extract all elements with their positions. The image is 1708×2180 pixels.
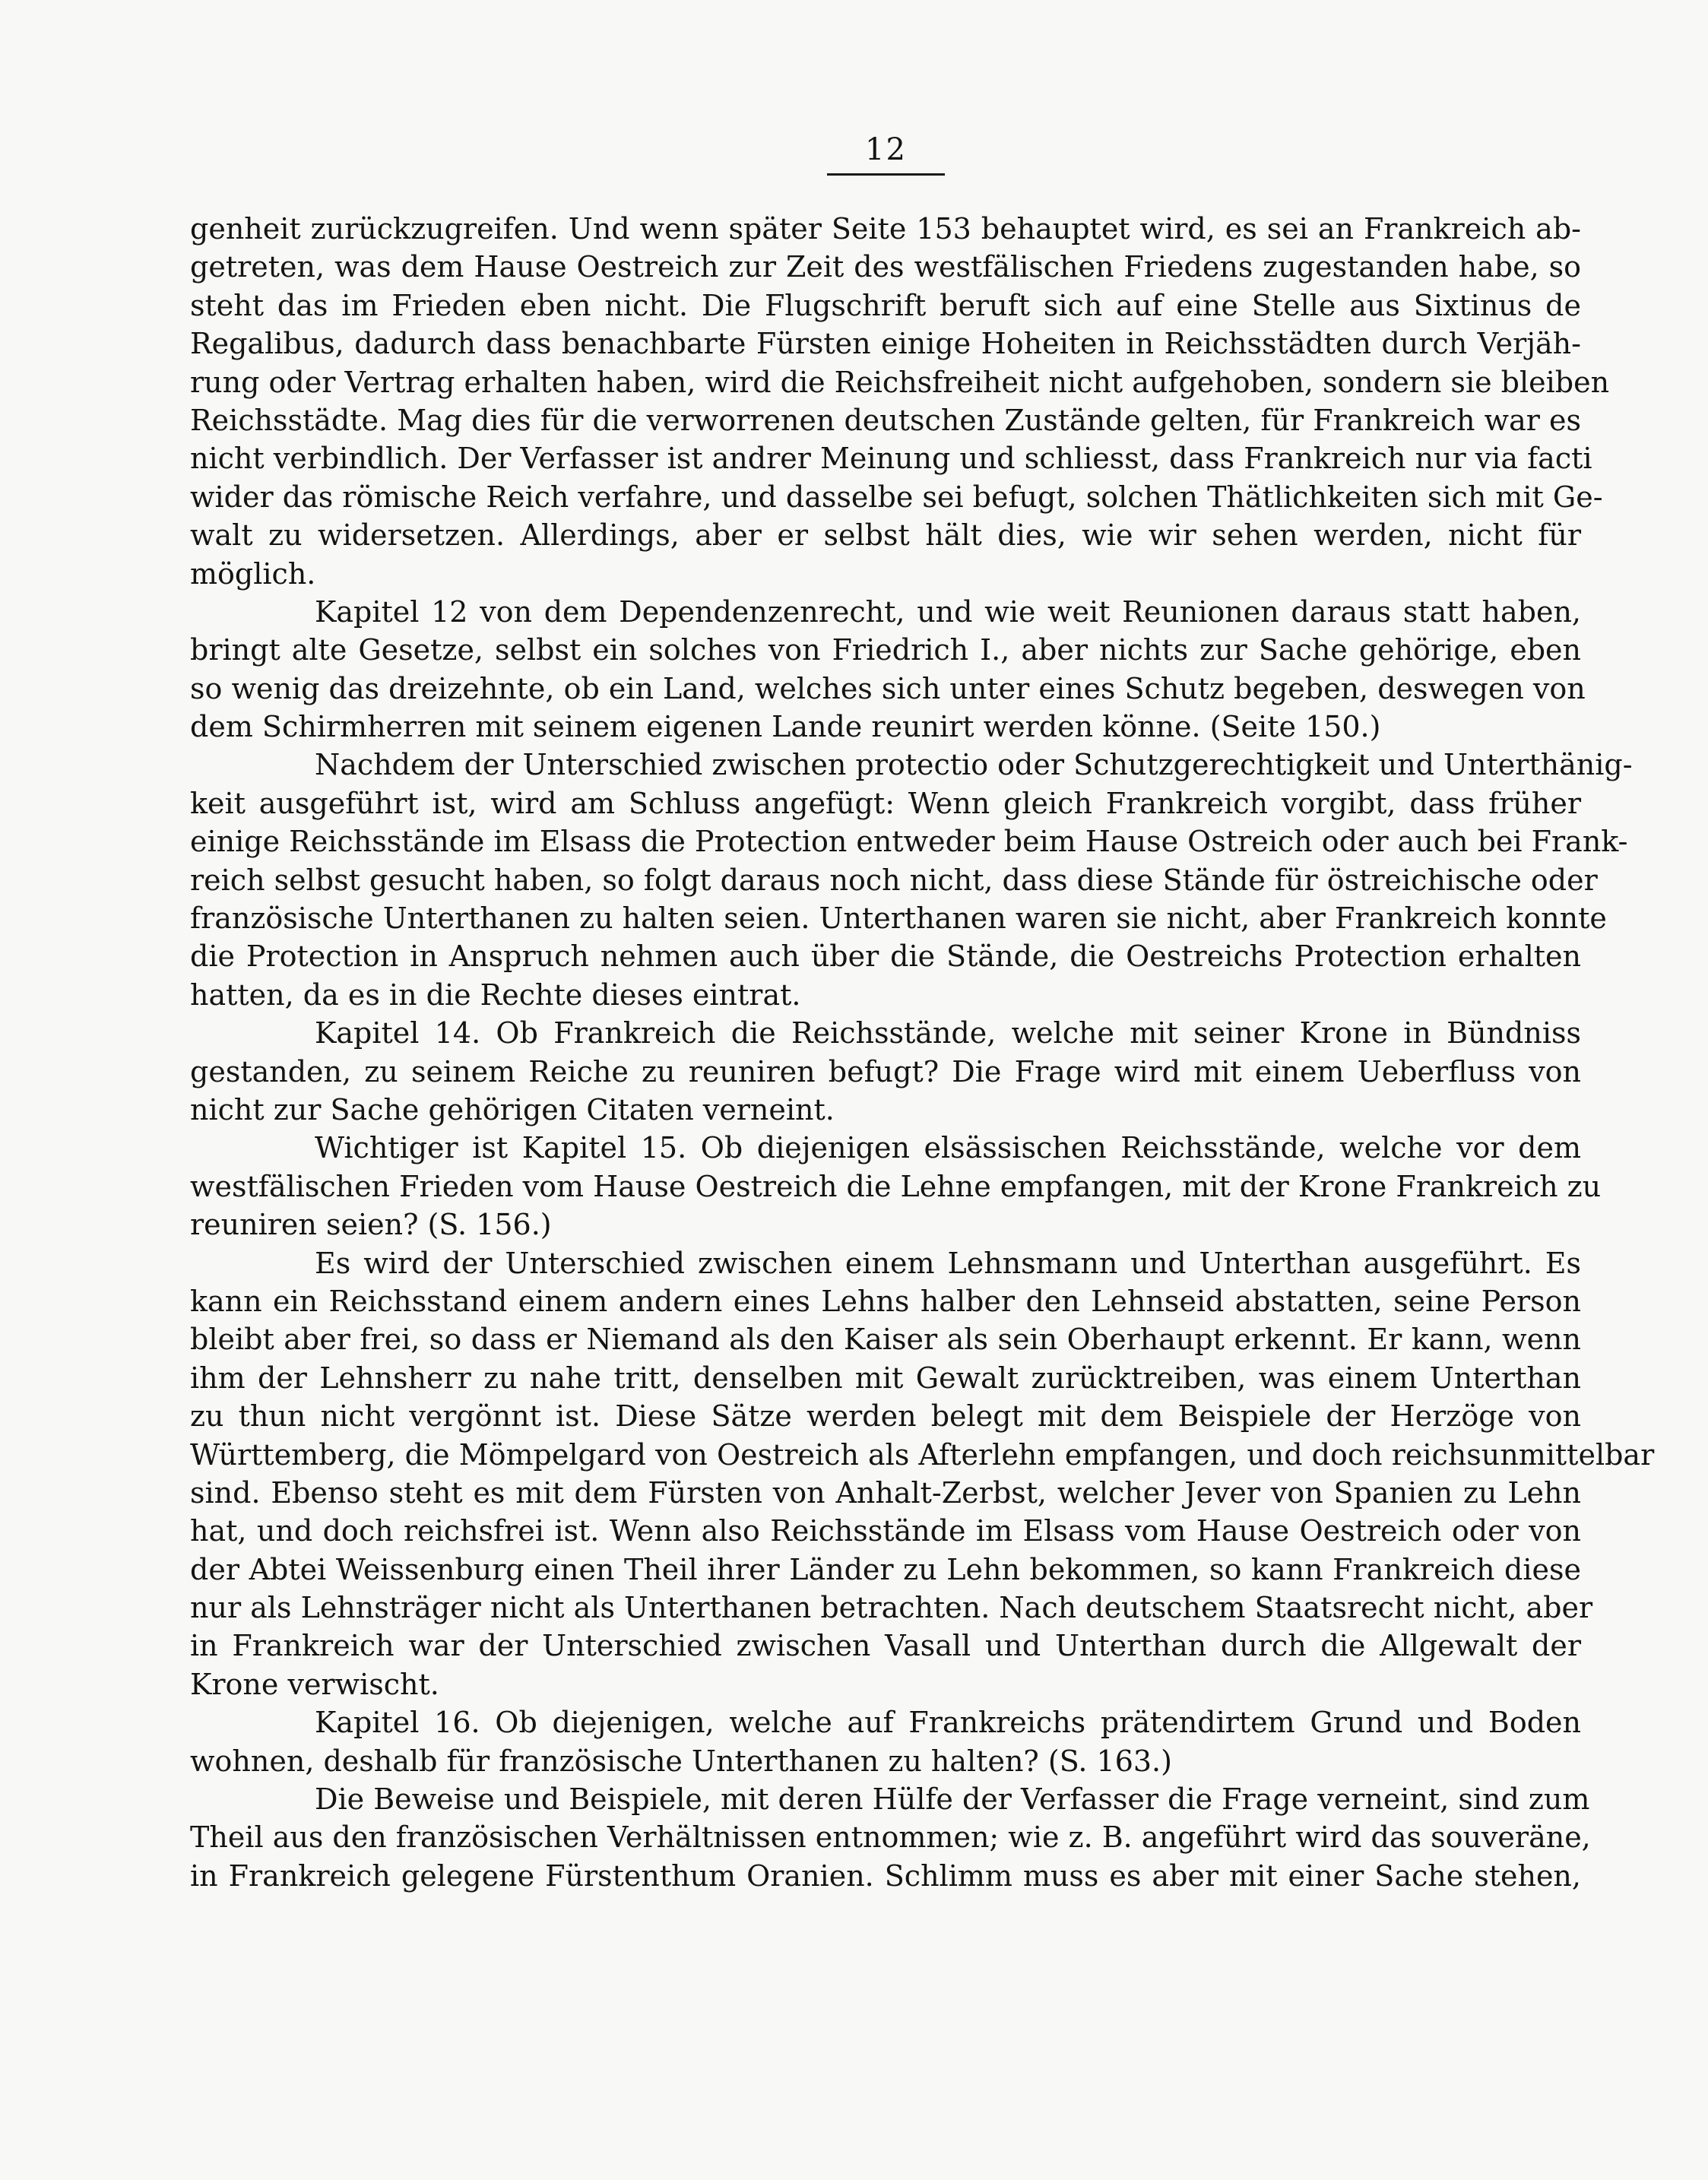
text-line: sind. Ebenso steht es mit dem Fürsten von Anhalt-Zerbst, welcher Jever von Spanien zu Lehn xyxy=(190,1475,1581,1510)
text-line: nur als Lehnsträger nicht als Unterthanen betrachten. Nach deutschem Staatsrecht nicht, aber xyxy=(190,1591,1593,1625)
page-header xyxy=(827,131,945,176)
text-line: Theil aus den französischen Verhältnissen entnommen; wie z. B. angeführt wird das souveräne, xyxy=(190,1820,1591,1855)
text-line: der Abtei Weissenburg einen Theil ihrer Länder zu Lehn bekommen, so kann Frankreich diese xyxy=(190,1552,1581,1586)
text-line: reich selbst gesucht haben, so folgt daraus noch nicht, dass diese Stände für östreichische oder xyxy=(190,863,1598,897)
text-line: rung oder Vertrag erhalten haben, wird die Reichsfreiheit nicht aufgehoben, sondern sie bleiben xyxy=(190,365,1610,399)
text-line: nicht verbindlich. Der Verfasser ist andrer Meinung und schliesst, dass Frankreich nur via facti xyxy=(190,442,1592,476)
text-line: Nachdem der Unterschied zwischen protectio oder Schutzgerechtigkeit und Unterthänig- xyxy=(315,748,1633,782)
text-line: keit ausgeführt ist, wird am Schluss angefügt: Wenn gleich Frankreich vorgibt, dass früher xyxy=(190,786,1581,820)
text-line: in Frankreich gelegene Fürstenthum Oranien. Schlimm muss es aber mit einer Sache stehen, xyxy=(190,1858,1581,1893)
text-line: so wenig das dreizehnte, ob ein Land, welches sich unter eines Schutz begeben, deswegen von xyxy=(190,671,1586,705)
text-line: getreten, was dem Hause Oestreich zur Zeit des westfälischen Friedens zugestanden habe, so xyxy=(190,250,1581,284)
header-rule xyxy=(827,173,945,176)
text-line: zu thun nicht vergönnt ist. Diese Sätze werden belegt mit dem Beispiele der Herzöge von xyxy=(190,1399,1581,1434)
text-line: bringt alte Gesetze, selbst ein solches von Friedrich I., aber nichts zur Sache gehörige, eben xyxy=(190,633,1581,667)
text-line: kann ein Reichsstand einem andern eines Lehns halber den Lehnseid abstatten, seine Person xyxy=(190,1284,1581,1318)
text-line: französische Unterthanen zu halten seien. Unterthanen waren sie nicht, aber Frankreich konnte xyxy=(190,901,1607,936)
text-line: genheit zurückzugreifen. Und wenn später Seite 153 behauptet wird, es sei an Frankreich ab- xyxy=(190,212,1581,246)
text-line: Es wird der Unterschied zwischen einem Lehnsmann und Unterthan ausgeführt. Es xyxy=(315,1246,1581,1280)
text-line: wider das römische Reich verfahre, und dasselbe sei befugt, solchen Thätlichkeiten sich mit Ge- xyxy=(190,480,1603,514)
text-line: reuniren seien? (S. 156.) xyxy=(190,1208,552,1242)
text-line: hat, und doch reichsfrei ist. Wenn also Reichsstände im Elsass vom Hause Oestreich oder von xyxy=(190,1514,1581,1548)
text-line: steht das im Frieden eben nicht. Die Flugschrift beruft sich auf eine Stelle aus Sixtinus de xyxy=(190,288,1581,322)
text-line: die Protection in Anspruch nehmen auch über die Stände, die Oestreichs Protection erhalten xyxy=(190,939,1581,974)
text-line: Krone verwischt. xyxy=(190,1667,439,1701)
text-line: walt zu widersetzen. Allerdings, aber er selbst hält dies, wie wir sehen werden, nicht für xyxy=(190,518,1581,553)
text-line: einige Reichsstände im Elsass die Protection entweder beim Hause Ostreich oder auch bei Frank- xyxy=(190,825,1628,859)
body-text xyxy=(190,210,1655,1895)
text-line: möglich. xyxy=(190,556,316,591)
text-line: Reichsstädte. Mag dies für die verworrenen deutschen Zustände gelten, für Frankreich war es xyxy=(190,403,1581,437)
text-line: Württemberg, die Mömpelgard von Oestreich als Afterlehn empfangen, und doch reichsunmittelbar xyxy=(190,1437,1655,1472)
text-line: hatten, da es in die Rechte dieses eintrat. xyxy=(190,978,801,1012)
text-line: gestanden, zu seinem Reiche zu reuniren befugt? Die Frage wird mit einem Ueberfluss von xyxy=(190,1054,1581,1088)
text-line: Wichtiger ist Kapitel 15. Ob diejenigen elsässischen Reichsstände, welche vor dem xyxy=(315,1131,1581,1165)
text-line: wohnen, deshalb für französische Unterthanen zu halten? (S. 163.) xyxy=(190,1744,1172,1778)
text-line: Kapitel 12 von dem Dependenzenrecht, und wie weit Reunionen daraus statt haben, xyxy=(315,594,1581,629)
page-number: 12 xyxy=(865,132,907,167)
text-line: ihm der Lehnsherr zu nahe tritt, denselben mit Gewalt zurücktreiben, was einem Unterthan xyxy=(190,1361,1581,1395)
text-line: westfälischen Frieden vom Hause Oestreich die Lehne empfangen, mit der Krone Frankreich zu xyxy=(190,1169,1602,1203)
text-line: in Frankreich war der Unterschied zwischen Vasall und Unterthan durch die Allgewalt der xyxy=(190,1629,1581,1663)
text-line: Kapitel 16. Ob diejenigen, welche auf Frankreichs prätendirtem Grund und Boden xyxy=(315,1706,1581,1740)
text-line: bleibt aber frei, so dass er Niemand als den Kaiser als sein Oberhaupt erkennt. Er kann, wenn xyxy=(190,1323,1581,1357)
text-line: Regalibus, dadurch dass benachbarte Fürsten einige Hoheiten in Reichsstädten durch Verjäh- xyxy=(190,327,1581,361)
text-line: Die Beweise und Beispiele, mit deren Hülfe der Verfasser die Frage verneint, sind zum xyxy=(315,1782,1590,1817)
text-line: dem Schirmherren mit seinem eigenen Lande reunirt werden könne. (Seite 150.) xyxy=(190,710,1381,744)
text-line: nicht zur Sache gehörigen Citaten verneint. xyxy=(190,1092,835,1126)
text-line: Kapitel 14. Ob Frankreich die Reichsstände, welche mit seiner Krone in Bündniss xyxy=(315,1016,1581,1050)
